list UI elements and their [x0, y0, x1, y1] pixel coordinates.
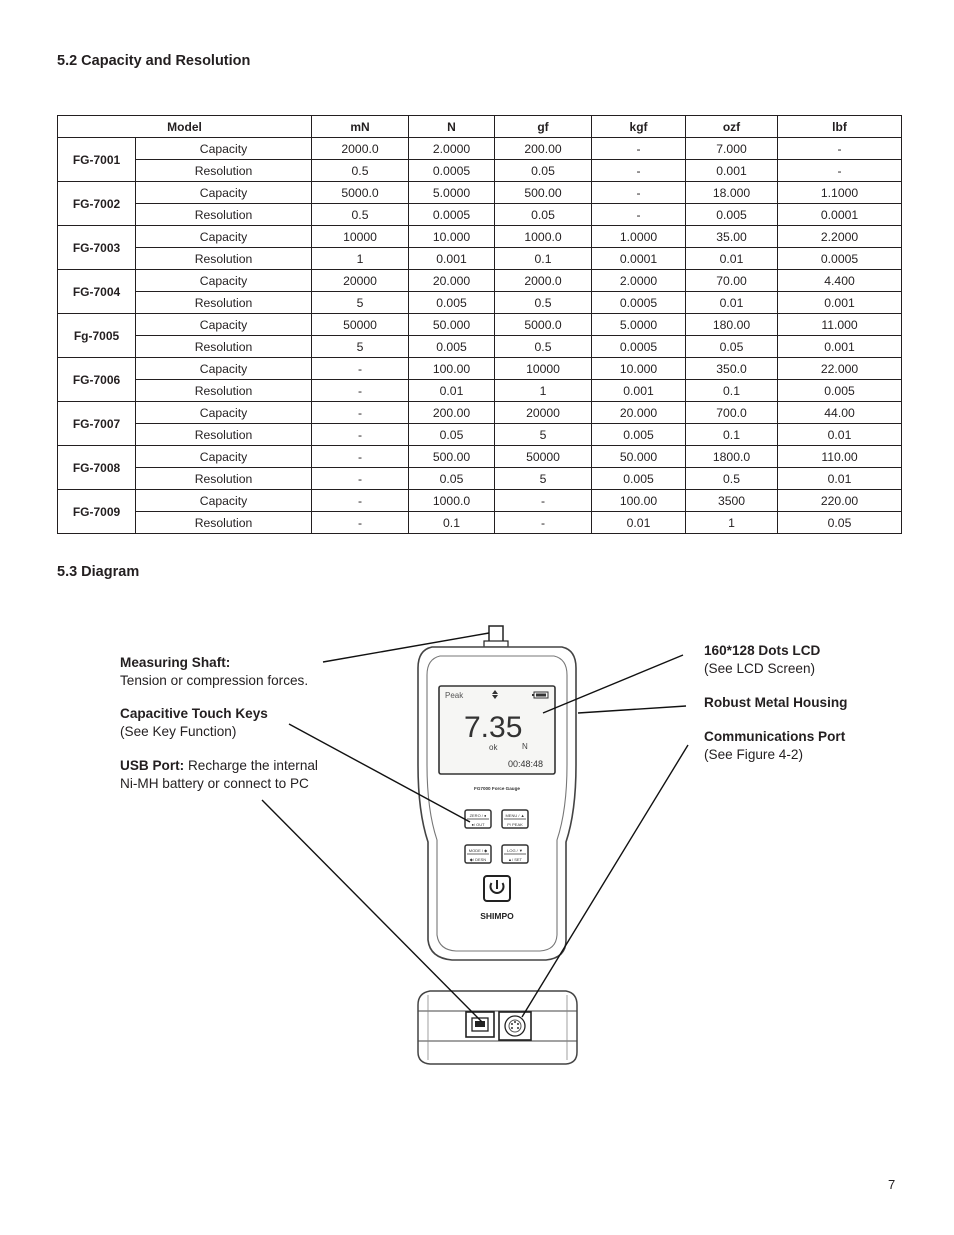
value-cell: - [312, 424, 409, 446]
row-type-cell: Capacity [136, 402, 312, 424]
model-cell: FG-7001 [58, 138, 136, 182]
communications-port-icon [499, 1012, 531, 1040]
brand-logo: SHIMPO [480, 911, 514, 921]
value-cell: 2.2000 [778, 226, 902, 248]
value-cell: 5 [312, 292, 409, 314]
callout-comm-desc: (See Figure 4-2) [704, 746, 803, 762]
svg-text:▲/ SET: ▲/ SET [508, 857, 522, 862]
value-cell: 5000.0 [495, 314, 592, 336]
value-cell: 10000 [312, 226, 409, 248]
value-cell: 0.1 [686, 424, 778, 446]
value-cell: 5.0000 [592, 314, 686, 336]
value-cell: 5 [495, 468, 592, 490]
value-cell: - [312, 402, 409, 424]
value-cell: 100.00 [409, 358, 495, 380]
value-cell: 50.000 [409, 314, 495, 336]
model-cell: FG-7002 [58, 182, 136, 226]
value-cell: 0.5 [312, 160, 409, 182]
svg-text:●/ OUT: ●/ OUT [471, 822, 485, 827]
header-n: N [409, 116, 495, 138]
value-cell: 50.000 [592, 446, 686, 468]
value-cell: 220.00 [778, 490, 902, 512]
svg-text:MENU / ▲: MENU / ▲ [505, 813, 525, 818]
model-cell: FG-7008 [58, 446, 136, 490]
value-cell: 0.01 [778, 424, 902, 446]
value-cell: 200.00 [409, 402, 495, 424]
value-cell: - [592, 160, 686, 182]
usb-port-icon [466, 1012, 494, 1037]
value-cell: - [312, 512, 409, 534]
svg-text:◆/ DESN: ◆/ DESN [469, 857, 487, 862]
value-cell: 0.5 [495, 292, 592, 314]
value-cell: 18.000 [686, 182, 778, 204]
value-cell: 0.5 [312, 204, 409, 226]
value-cell: 1 [686, 512, 778, 534]
row-type-cell: Resolution [136, 336, 312, 358]
value-cell: 0.05 [686, 336, 778, 358]
value-cell: - [778, 160, 902, 182]
touch-key-zero[interactable] [465, 810, 491, 828]
lcd-unit: N [522, 742, 528, 751]
row-type-cell: Capacity [136, 490, 312, 512]
value-cell: 4.400 [778, 270, 902, 292]
section-title-capacity: 5.2 Capacity and Resolution [57, 53, 251, 69]
touch-key-log[interactable] [502, 845, 528, 863]
measuring-shaft [484, 626, 508, 647]
model-cell: FG-7003 [58, 226, 136, 270]
value-cell: 0.05 [495, 160, 592, 182]
value-cell: 44.00 [778, 402, 902, 424]
value-cell: 0.0005 [409, 160, 495, 182]
touch-key-menu[interactable] [502, 810, 528, 828]
model-cell: FG-7007 [58, 402, 136, 446]
callout-lcd-desc: (See LCD Screen) [704, 660, 816, 676]
value-cell: 0.01 [686, 292, 778, 314]
value-cell: 0.0005 [592, 292, 686, 314]
value-cell: 0.01 [592, 512, 686, 534]
value-cell: 0.0005 [409, 204, 495, 226]
value-cell: 0.05 [495, 204, 592, 226]
lcd-status: ok [489, 743, 498, 752]
value-cell: 700.0 [686, 402, 778, 424]
value-cell: 110.00 [778, 446, 902, 468]
row-type-cell: Capacity [136, 138, 312, 160]
value-cell: 500.00 [409, 446, 495, 468]
value-cell: 0.01 [778, 468, 902, 490]
header-model: Model [58, 116, 312, 138]
row-type-cell: Capacity [136, 446, 312, 468]
value-cell: 5.0000 [409, 182, 495, 204]
callout-usb-title: USB Port: [120, 758, 185, 773]
callout-lcd-title: 160*128 Dots LCD [704, 643, 821, 658]
device-bottom-view [418, 991, 577, 1064]
value-cell: 50000 [312, 314, 409, 336]
value-cell: 10.000 [592, 358, 686, 380]
value-cell: 0.005 [409, 336, 495, 358]
callout-housing-title: Robust Metal Housing [704, 695, 848, 710]
callout-comm-title: Communications Port [704, 729, 846, 744]
value-cell: 10000 [495, 358, 592, 380]
callout-shaft-title: Measuring Shaft: [120, 655, 231, 670]
value-cell: 0.001 [778, 336, 902, 358]
value-cell: 1 [495, 380, 592, 402]
value-cell: 35.00 [686, 226, 778, 248]
row-type-cell: Capacity [136, 358, 312, 380]
value-cell: 2000.0 [312, 138, 409, 160]
value-cell: - [312, 468, 409, 490]
section-title-diagram: 5.3 Diagram [57, 564, 140, 580]
value-cell: 1000.0 [495, 226, 592, 248]
value-cell: 0.0001 [592, 248, 686, 270]
value-cell: 5000.0 [312, 182, 409, 204]
value-cell: 500.00 [495, 182, 592, 204]
value-cell: 0.05 [778, 512, 902, 534]
row-type-cell: Resolution [136, 468, 312, 490]
value-cell: 3500 [686, 490, 778, 512]
row-type-cell: Resolution [136, 160, 312, 182]
power-button-icon[interactable] [484, 876, 510, 901]
row-type-cell: Resolution [136, 204, 312, 226]
value-cell: 0.005 [778, 380, 902, 402]
value-cell: - [495, 490, 592, 512]
header-gf: gf [495, 116, 592, 138]
value-cell: - [312, 446, 409, 468]
value-cell: 200.00 [495, 138, 592, 160]
value-cell: - [592, 138, 686, 160]
value-cell: 1800.0 [686, 446, 778, 468]
value-cell: 0.001 [592, 380, 686, 402]
row-type-cell: Capacity [136, 270, 312, 292]
value-cell: 0.01 [686, 248, 778, 270]
value-cell: 0.1 [686, 380, 778, 402]
row-type-cell: Capacity [136, 182, 312, 204]
value-cell: 0.5 [495, 336, 592, 358]
header-mn: mN [312, 116, 409, 138]
value-cell: - [495, 512, 592, 534]
value-cell: 100.00 [592, 490, 686, 512]
row-type-cell: Capacity [136, 314, 312, 336]
value-cell: 1000.0 [409, 490, 495, 512]
value-cell: - [778, 138, 902, 160]
value-cell: 5 [312, 336, 409, 358]
value-cell: - [592, 182, 686, 204]
value-cell: 0.001 [778, 292, 902, 314]
row-type-cell: Resolution [136, 248, 312, 270]
svg-text:ZERO / ●: ZERO / ● [469, 813, 487, 818]
value-cell: - [312, 490, 409, 512]
callout-usb-desc-2: Ni-MH battery or connect to PC [120, 775, 309, 791]
value-cell: 70.00 [686, 270, 778, 292]
value-cell: 0.005 [592, 424, 686, 446]
value-cell: 0.005 [686, 204, 778, 226]
value-cell: 50000 [495, 446, 592, 468]
lcd-value: 7.35 [464, 711, 523, 744]
value-cell: 0.05 [409, 424, 495, 446]
lcd-time: 00:48:48 [508, 759, 544, 769]
callout-shaft-desc: Tension or compression forces. [120, 672, 309, 688]
svg-text:P/ PEAK: P/ PEAK [507, 822, 523, 827]
value-cell: 22.000 [778, 358, 902, 380]
value-cell: 11.000 [778, 314, 902, 336]
page-number: 7 [888, 1177, 896, 1192]
value-cell: 20000 [312, 270, 409, 292]
value-cell: - [592, 204, 686, 226]
value-cell: 0.005 [409, 292, 495, 314]
svg-text:LOG / ▼: LOG / ▼ [507, 848, 523, 853]
header-ozf: ozf [686, 116, 778, 138]
value-cell: - [312, 358, 409, 380]
value-cell: 1.1000 [778, 182, 902, 204]
row-type-cell: Resolution [136, 292, 312, 314]
value-cell: 0.001 [409, 248, 495, 270]
value-cell: 0.005 [592, 468, 686, 490]
svg-text:MODE / ◆: MODE / ◆ [468, 848, 488, 853]
value-cell: 2000.0 [495, 270, 592, 292]
value-cell: 0.001 [686, 160, 778, 182]
value-cell: 0.0005 [778, 248, 902, 270]
row-type-cell: Resolution [136, 512, 312, 534]
value-cell: 7.000 [686, 138, 778, 160]
row-type-cell: Resolution [136, 380, 312, 402]
value-cell: 0.5 [686, 468, 778, 490]
value-cell: 350.0 [686, 358, 778, 380]
callout-keys-title: Capacitive Touch Keys [120, 706, 268, 721]
value-cell: - [312, 380, 409, 402]
model-cell: FG-7009 [58, 490, 136, 534]
value-cell: 10.000 [409, 226, 495, 248]
value-cell: 0.0001 [778, 204, 902, 226]
value-cell: 1.0000 [592, 226, 686, 248]
value-cell: 20000 [495, 402, 592, 424]
value-cell: 0.0005 [592, 336, 686, 358]
model-cell: FG-7006 [58, 358, 136, 402]
row-type-cell: Capacity [136, 226, 312, 248]
value-cell: 0.1 [495, 248, 592, 270]
model-label: FG7000 Force Gauge [474, 786, 520, 791]
model-cell: FG-7004 [58, 270, 136, 314]
value-cell: 5 [495, 424, 592, 446]
touch-key-mode[interactable] [465, 845, 491, 863]
value-cell: 0.1 [409, 512, 495, 534]
value-cell: 0.01 [409, 380, 495, 402]
value-cell: 0.05 [409, 468, 495, 490]
row-type-cell: Resolution [136, 424, 312, 446]
value-cell: 180.00 [686, 314, 778, 336]
model-cell: Fg-7005 [58, 314, 136, 358]
value-cell: 1 [312, 248, 409, 270]
value-cell: 20.000 [592, 402, 686, 424]
value-cell: 2.0000 [592, 270, 686, 292]
callout-usb-desc-1: Recharge the internal [184, 758, 318, 773]
lcd-mode: Peak [445, 691, 464, 700]
callout-keys-desc: (See Key Function) [120, 723, 237, 739]
header-lbf: lbf [778, 116, 902, 138]
value-cell: 20.000 [409, 270, 495, 292]
header-kgf: kgf [592, 116, 686, 138]
value-cell: 2.0000 [409, 138, 495, 160]
